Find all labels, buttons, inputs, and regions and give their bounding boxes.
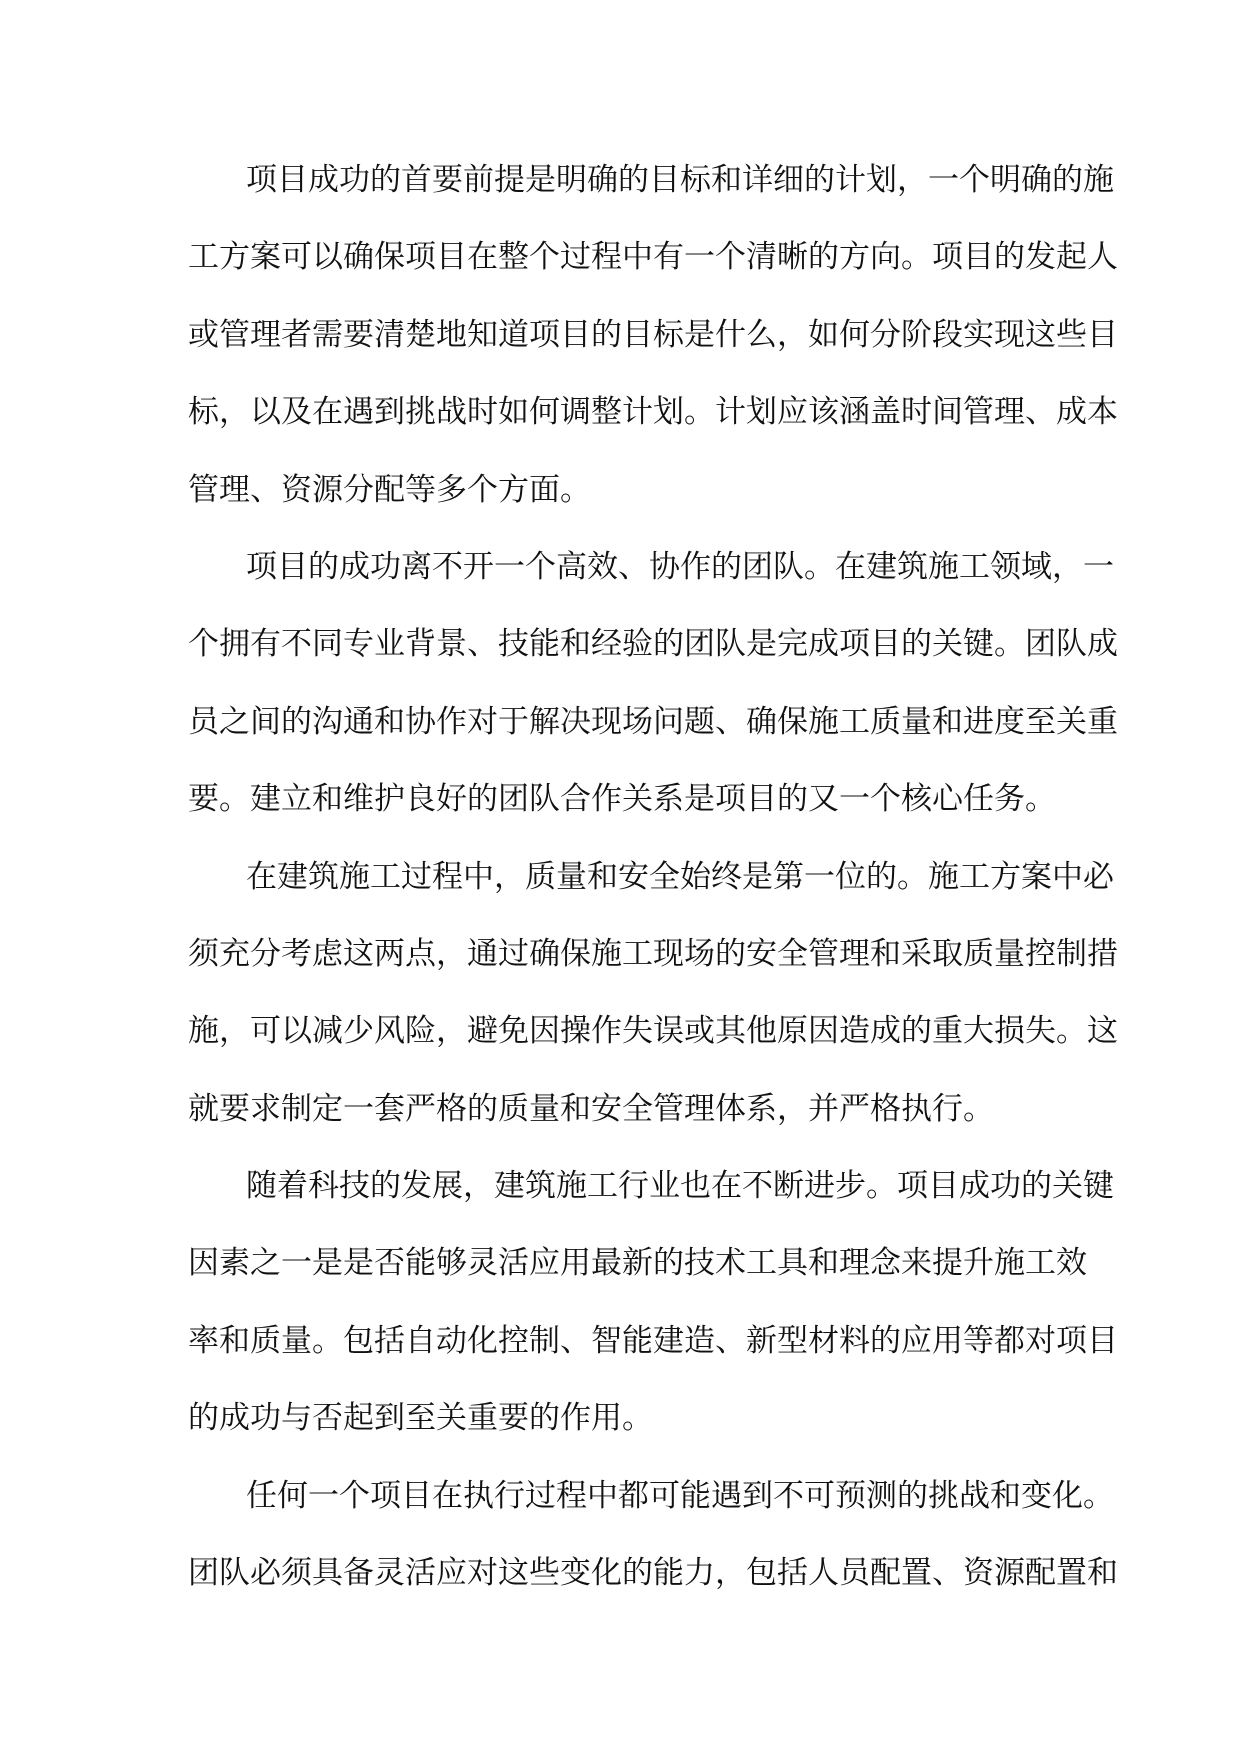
- paragraph-goals-planning: [188, 142, 1118, 529]
- text-line: 随着科技的发展，建筑施工行业也在不断进步。项目成功的关键: [246, 1168, 1114, 1205]
- text-line: 要。建立和维护良好的团队合作关系是项目的又一个核心任务。: [188, 781, 1056, 818]
- text-line: 个拥有不同专业背景、技能和经验的团队是完成项目的关键。团队成: [188, 626, 1118, 663]
- text-line: 的成功与否起到至关重要的作用。: [188, 1400, 653, 1437]
- paragraph-technology: [188, 1148, 1118, 1458]
- paragraph-adaptability: [188, 1458, 1118, 1613]
- paragraph-team-collaboration: [188, 529, 1118, 839]
- text-line: 就要求制定一套严格的质量和安全管理体系，并严格执行。: [188, 1090, 994, 1127]
- text-line: 标，以及在遇到挑战时如何调整计划。计划应该涵盖时间管理、成本: [188, 394, 1118, 431]
- text-line: 须充分考虑这两点，通过确保施工现场的安全管理和采取质量控制措: [188, 935, 1118, 972]
- text-line: 项目成功的首要前提是明确的目标和详细的计划，一个明确的施: [246, 162, 1114, 198]
- text-line: 施，可以减少风险，避免因操作失误或其他原因造成的重大损失。这: [188, 1013, 1118, 1050]
- text-line: 团队必须具备灵活应对这些变化的能力，包括人员配置、资源配置和: [188, 1555, 1118, 1592]
- text-line: 工方案可以确保项目在整个过程中有一个清晰的方向。项目的发起人: [188, 239, 1118, 276]
- text-line: 率和质量。包括自动化控制、智能建造、新型材料的应用等都对项目: [188, 1322, 1118, 1359]
- text-line: 任何一个项目在执行过程中都可能遇到不可预测的挑战和变化。: [246, 1477, 1114, 1514]
- document-body: [188, 142, 1118, 1612]
- paragraph-quality-safety: [188, 839, 1118, 1149]
- text-line: 因素之一是是否能够灵活应用最新的技术工具和理念来提升施工效: [188, 1245, 1087, 1282]
- text-line: 或管理者需要清楚地知道项目的目标是什么，如何分阶段实现这些目: [188, 316, 1118, 353]
- text-line: 员之间的沟通和协作对于解决现场问题、确保施工质量和进度至关重: [188, 703, 1118, 740]
- text-line: 项目的成功离不开一个高效、协作的团队。在建筑施工领域，一: [246, 548, 1114, 585]
- text-line: 在建筑施工过程中，质量和安全始终是第一位的。施工方案中必: [246, 858, 1114, 895]
- text-line: 管理、资源分配等多个方面。: [188, 471, 591, 508]
